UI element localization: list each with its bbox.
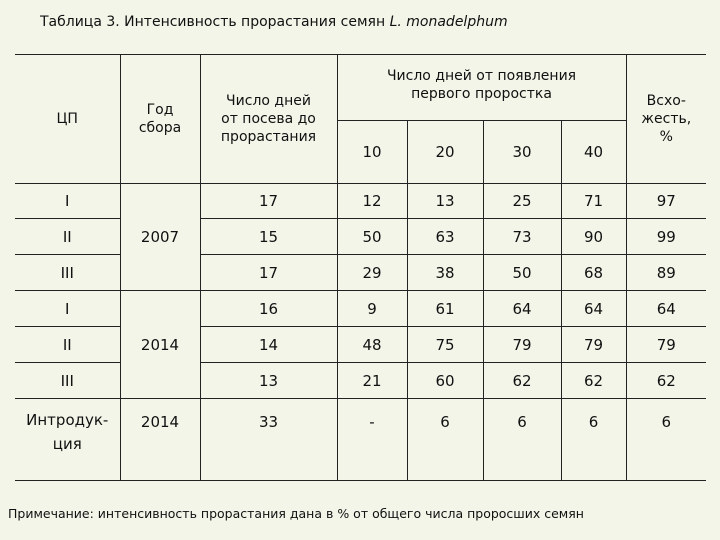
cell-year: 2007	[120, 184, 200, 291]
cell-germ: 6	[626, 399, 706, 481]
header-sub-40: 40	[561, 121, 626, 184]
cell-germ: 79	[626, 327, 706, 363]
cell-d10: 48	[337, 327, 407, 363]
cell-d10: 9	[337, 291, 407, 327]
cell-cp-introduction: Интродук- ция	[15, 399, 120, 481]
cell-d30: 50	[483, 255, 561, 291]
header-sub-20: 20	[407, 121, 483, 184]
cell-days: 17	[200, 184, 337, 219]
table-row	[15, 399, 706, 481]
cell-germ: 62	[626, 363, 706, 399]
cell-year: 2014	[120, 291, 200, 399]
cell-cp: I	[15, 291, 120, 327]
cell-d20: 38	[407, 255, 483, 291]
cell-germ: 97	[626, 184, 706, 219]
cell-d40: 90	[561, 219, 626, 255]
cell-d40: 79	[561, 327, 626, 363]
cell-days: 15	[200, 219, 337, 255]
table-title	[40, 14, 508, 30]
cell-days: 17	[200, 255, 337, 291]
cell-days: 33	[200, 399, 337, 481]
cell-year: 2014	[120, 399, 200, 481]
germination-table	[15, 54, 706, 481]
cell-days: 16	[200, 291, 337, 327]
table-row	[15, 184, 706, 219]
cell-d40: 6	[561, 399, 626, 481]
cell-d20: 60	[407, 363, 483, 399]
header-sub-30: 30	[483, 121, 561, 184]
cell-cp: II	[15, 327, 120, 363]
table-row	[15, 291, 706, 327]
header-year: Год сбора	[120, 55, 200, 184]
table-note: Примечание: интенсивность прорастания дана в % от общего числа проросших семян	[8, 506, 584, 521]
cell-days: 13	[200, 363, 337, 399]
header-sub-10: 10	[337, 121, 407, 184]
title-prefix: Таблица 3. Интенсивность прорастания семян	[40, 14, 386, 30]
cell-d10: 29	[337, 255, 407, 291]
cell-d30: 62	[483, 363, 561, 399]
cell-d40: 64	[561, 291, 626, 327]
title-species: L. monadelphum	[389, 14, 508, 30]
cell-cp: II	[15, 219, 120, 255]
cell-d20: 6	[407, 399, 483, 481]
cell-d20: 13	[407, 184, 483, 219]
cell-cp: III	[15, 255, 120, 291]
cell-d30: 73	[483, 219, 561, 255]
cell-d30: 64	[483, 291, 561, 327]
cell-d30: 79	[483, 327, 561, 363]
cell-d10: 12	[337, 184, 407, 219]
header-germination: Всхо- жесть, %	[626, 55, 706, 184]
cell-germ: 89	[626, 255, 706, 291]
cell-days: 14	[200, 327, 337, 363]
table-row	[15, 363, 706, 399]
cell-d20: 63	[407, 219, 483, 255]
cell-cp: I	[15, 184, 120, 219]
table-row	[15, 327, 706, 363]
cell-d20: 61	[407, 291, 483, 327]
cell-germ: 64	[626, 291, 706, 327]
cell-d40: 68	[561, 255, 626, 291]
table-row	[15, 219, 706, 255]
cell-d10: -	[337, 399, 407, 481]
cell-d10: 50	[337, 219, 407, 255]
cell-d30: 25	[483, 184, 561, 219]
header-days-group: Число дней от появления первого проростка	[337, 55, 626, 121]
cell-d40: 62	[561, 363, 626, 399]
header-cp: ЦП	[15, 55, 120, 184]
cell-d30: 6	[483, 399, 561, 481]
cell-cp: III	[15, 363, 120, 399]
header-days-to-germination: Число дней от посева до прорастания	[200, 55, 337, 184]
cell-d20: 75	[407, 327, 483, 363]
cell-d40: 71	[561, 184, 626, 219]
table-row	[15, 255, 706, 291]
cell-d10: 21	[337, 363, 407, 399]
cell-germ: 99	[626, 219, 706, 255]
